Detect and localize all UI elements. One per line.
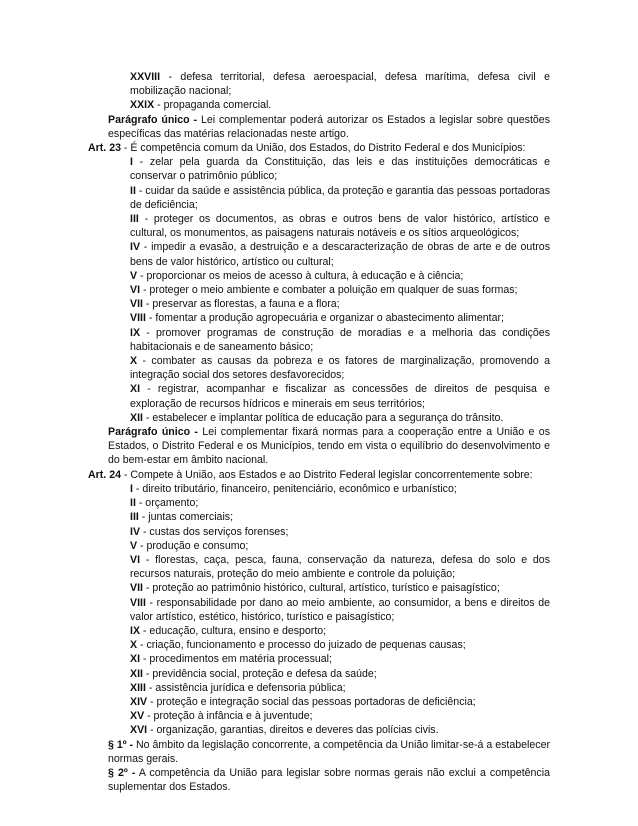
item-text: - procedimentos em matéria processual; — [140, 653, 332, 666]
item-label: IX — [130, 624, 141, 637]
item-label: IX — [130, 326, 141, 339]
item-label: Parágrafo único - — [108, 426, 198, 439]
item-text: - zelar pela guarda da Constituição, das leis e das instituições democráticas e conservar o patrimônio público; — [130, 156, 550, 183]
item-paragraph — [130, 283, 550, 297]
item-text: - proporcionar os meios de acesso à cultura, à educação e à ciência; — [137, 269, 464, 282]
item-paragraph — [130, 482, 550, 496]
item-paragraph — [130, 184, 550, 212]
item-label: II — [130, 497, 136, 510]
item-paragraph — [130, 681, 550, 695]
item-text: - Compete à União, aos Estados e ao Distrito Federal legislar concorrentemente sobre: — [120, 468, 533, 481]
item-text: - É competência comum da União, dos Estados, do Distrito Federal e dos Municípios: — [120, 142, 526, 155]
item-text: - proteção ao patrimônio histórico, cultural, artístico, turístico e paisagístico; — [142, 582, 500, 595]
item-paragraph — [130, 212, 550, 240]
item-label: § 1º - — [108, 738, 134, 751]
item-label: XII — [130, 667, 143, 680]
item-text: Lei complementar poderá autorizar os Estados a legislar sobre questões específicas das matérias relacionadas neste artigo. — [108, 113, 550, 140]
item-text: - combater as causas da pobreza e os fatores de marginalização, promovendo a integração social dos setores desfavorecidos; — [130, 355, 550, 382]
item-label: IV — [130, 525, 141, 538]
item-paragraph — [130, 240, 550, 268]
item-text: - florestas, caça, pesca, fauna, conservação da natureza, defesa do solo e dos recursos naturais, proteção do meio ambiente e controle da poluição; — [130, 553, 550, 581]
item-text: - impedir a evasão, a destruição e a descaracterização de obras de arte e de outros bens de valor histórico, artístico ou cultural; — [130, 241, 550, 268]
item-label: V — [130, 539, 138, 552]
item-label: VIII — [130, 312, 146, 325]
item-paragraph — [130, 709, 550, 723]
item-label: III — [130, 213, 139, 226]
item-paragraph — [130, 269, 550, 283]
item-paragraph — [130, 510, 550, 524]
item-paragraph — [130, 723, 550, 737]
item-label: XIII — [130, 681, 146, 694]
item-text: - fomentar a produção agropecuária e organizar o abastecimento alimentar; — [145, 312, 504, 325]
item-paragraph — [130, 624, 550, 638]
item-label: Parágrafo único - — [108, 113, 198, 126]
item-text: - preservar as florestas, a fauna e a flora; — [142, 298, 340, 311]
item-label: VIII — [130, 596, 146, 609]
item-text: - organização, garantias, direitos e deveres das polícias civis. — [147, 724, 439, 737]
item-label: Art. 23 — [88, 142, 121, 155]
item-label: X — [130, 639, 138, 652]
item-label: X — [130, 355, 138, 368]
item-label: V — [130, 269, 138, 282]
item-paragraph — [130, 297, 550, 311]
item-label: XV — [130, 710, 145, 723]
item-text: - registrar, acompanhar e fiscalizar as concessões de direitos de pesquisa e exploração de recursos hídricos e minerais em seus territórios; — [130, 383, 550, 410]
item-label: XI — [130, 653, 141, 666]
item-text: - proteger os documentos, as obras e outros bens de valor histórico, artístico e cultural, os monumentos, as paisagens naturais notáveis e os sítios arqueológicos; — [130, 213, 550, 240]
item-text: - proteger o meio ambiente e combater a poluição em qualquer de suas formas; — [140, 284, 518, 297]
article-paragraph — [88, 468, 550, 482]
clause-paragraph — [108, 766, 550, 794]
item-paragraph — [130, 382, 550, 410]
item-label: XI — [130, 383, 141, 396]
item-text: - direito tributário, financeiro, penitenciário, econômico e urbanístico; — [132, 482, 457, 495]
item-paragraph — [130, 525, 550, 539]
clause-paragraph — [108, 113, 550, 141]
item-paragraph — [130, 596, 550, 624]
item-text: - defesa territorial, defesa aeroespacial, defesa marítima, defesa civil e mobilização nacional; — [130, 71, 550, 98]
item-paragraph — [130, 553, 550, 581]
item-paragraph — [130, 326, 550, 354]
item-label: § 2º - — [108, 766, 136, 779]
item-text: - produção e consumo; — [137, 539, 249, 552]
item-label: Art. 24 — [88, 468, 121, 481]
item-label: I — [130, 156, 133, 169]
item-paragraph — [130, 354, 550, 382]
item-label: XXVIII — [130, 71, 161, 83]
item-label: XIV — [130, 695, 148, 708]
document-body — [88, 70, 550, 794]
item-paragraph — [130, 98, 550, 112]
item-label: VI — [130, 553, 141, 566]
item-text: - custas dos serviços forenses; — [140, 525, 289, 538]
item-label: IV — [130, 241, 141, 254]
item-text: Lei complementar fixará normas para a cooperação entre a União e os Estados, o Distrito Federal e os Municípios, tendo em vista o equilíbrio do desenvolvimento e do bem-estar em âmbito nacional. — [108, 426, 550, 467]
item-paragraph — [130, 311, 550, 325]
item-paragraph — [130, 581, 550, 595]
item-label: II — [130, 184, 136, 197]
item-paragraph — [130, 411, 550, 425]
item-label: VII — [130, 582, 143, 595]
clause-paragraph — [108, 738, 550, 766]
item-text: A competência da União para legislar sobre normas gerais não exclui a competência suplementar dos Estados. — [108, 766, 550, 794]
item-paragraph — [130, 667, 550, 681]
item-text: - educação, cultura, ensino e desporto; — [140, 624, 327, 637]
item-label: XII — [130, 411, 143, 424]
item-text: - juntas comerciais; — [138, 511, 234, 524]
item-text: No âmbito da legislação concorrente, a competência da União limitar-se-á a estabelecer normas gerais. — [108, 738, 550, 765]
item-paragraph — [130, 652, 550, 666]
item-text: - promover programas de construção de moradias e a melhoria das condições habitacionais e de saneamento básico; — [130, 326, 550, 353]
item-text: - responsabilidade por dano ao meio ambiente, ao consumidor, a bens e direitos de valor artístico, estético, histórico, turístico e paisagístico; — [130, 596, 550, 623]
item-text: - proteção à infância e à juventude; — [144, 710, 313, 723]
article-paragraph — [88, 141, 550, 155]
item-text: - criação, funcionamento e processo do juizado de pequenas causas; — [137, 639, 466, 652]
item-paragraph — [130, 155, 550, 183]
item-paragraph — [130, 70, 550, 98]
item-label: XVI — [130, 724, 148, 737]
item-paragraph — [130, 638, 550, 652]
item-text: - propaganda comercial. — [154, 99, 272, 112]
item-label: VI — [130, 284, 141, 297]
item-paragraph — [130, 695, 550, 709]
item-text: - estabelecer e implantar política de educação para a segurança do trânsito. — [142, 411, 504, 424]
item-text: - proteção e integração social das pessoas portadoras de deficiência; — [147, 695, 476, 708]
clause-paragraph — [108, 425, 550, 468]
item-paragraph — [130, 496, 550, 510]
item-text: - orçamento; — [135, 497, 199, 510]
item-text: - assistência jurídica e defensoria pública; — [145, 681, 346, 694]
item-label: I — [130, 482, 133, 495]
item-label: VII — [130, 298, 143, 311]
item-paragraph — [130, 539, 550, 553]
item-label: III — [130, 511, 139, 524]
item-label: XXIX — [130, 99, 155, 112]
item-text: - previdência social, proteção e defesa da saúde; — [142, 667, 377, 680]
item-text: - cuidar da saúde e assistência pública, da proteção e garantia das pessoas portadoras de deficiência; — [130, 184, 550, 211]
